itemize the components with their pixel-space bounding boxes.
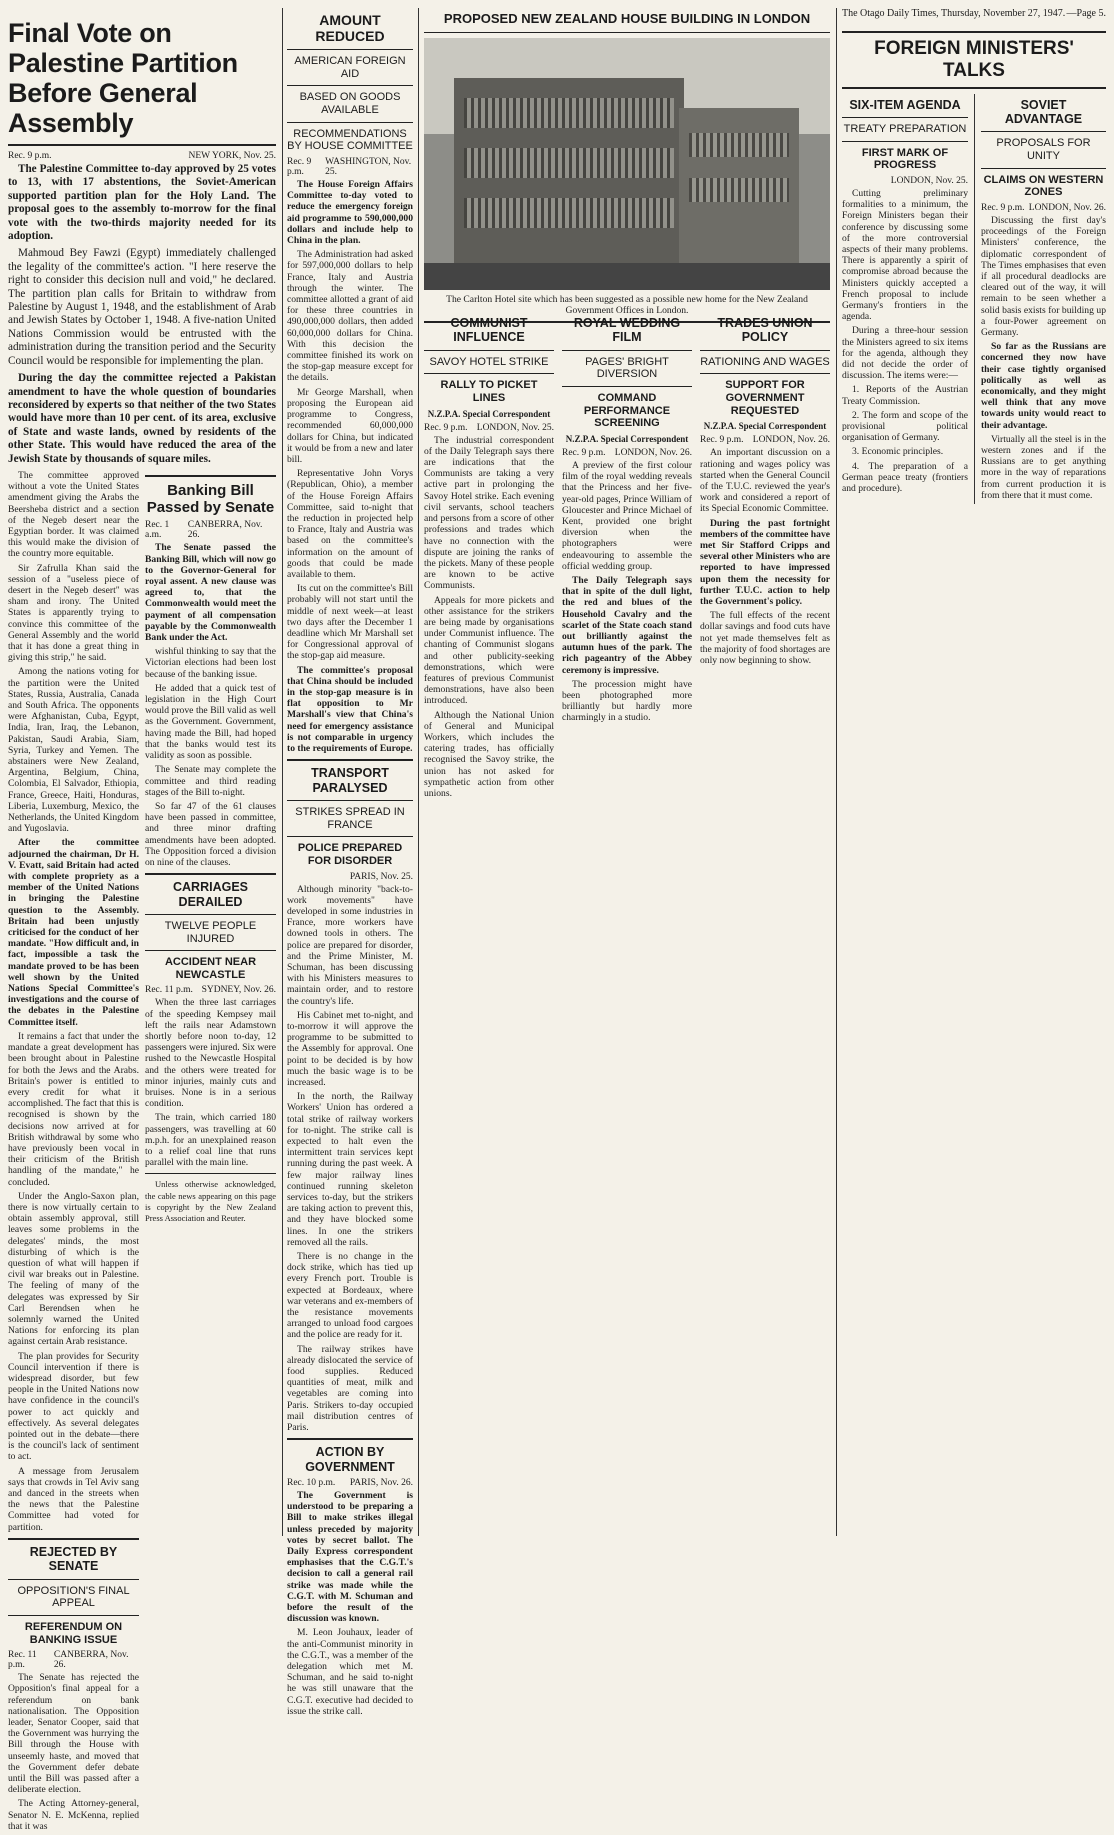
dateline: Rec. 9 p.m. LONDON, Nov. 26. bbox=[562, 447, 692, 458]
masthead bbox=[842, 6, 1106, 23]
paragraph: So far as the Russians are concerned they now have their case tightly organised politically as well as economically, and they might well think that any move towards unity would react to their advantage. bbox=[980, 341, 1106, 431]
paragraph: During the past fortnight members of the committee have met Sir Stafford Cripps and several other Ministers who are reported to have impressed upon them the necessity for further T.U.C. action to help the Government's policy. bbox=[700, 517, 830, 607]
paragraph: The industrial correspondent of the Daily Telegraph says there are indications that the Communists are taking a very active part in prolonging the Savoy Hotel strike. Each evening civil servants, school teachers and persons from a score of other professions and trades which have no connection with the dispute are joining the ranks of the pickets. Many of these people are known to be active Communists. bbox=[424, 434, 554, 592]
lead-paragraph: The Government is understood to be preparing a Bill to make strikes illegal unless preceded by majority votes by secret ballot. The Daily Express correspondent emphasises that the C.G.T.'s decision to call a general rail strike was made while the C.G.T. with M. Schuman and before the result of the discussion was known. bbox=[287, 1490, 413, 1625]
subhead: ACCIDENT NEAR NEWCASTLE bbox=[164, 956, 257, 981]
subhead: RATIONING AND WAGES bbox=[700, 355, 830, 368]
subhead: REFERENDUM ON BANKING ISSUE bbox=[24, 1620, 123, 1646]
subhead: RALLY TO PICKET LINES bbox=[440, 379, 538, 405]
paragraph: During a three-hour session the Ministers agreed to six items for the agenda, although they did not decide the order of discussion. The items were:— bbox=[842, 325, 968, 382]
headline-carriages: CARRIAGES DERAILED bbox=[172, 880, 248, 909]
paragraph: Mr George Marshall, when proposing the European aid programme to Congress, recommended 60,000,000 dollars for China, but indicated it would be from a new and later bill. bbox=[287, 386, 413, 465]
paragraph: The Daily Telegraph says that in spite of the dull light, the red and blues of the Household Cavalry and the scarlet of the State coach stand out brilliantly against the autumn hues of the park. The rich pageantry of the Abbey ceremony is impressive. bbox=[562, 574, 692, 676]
lead-paragraph: The House Foreign Affairs Committee to-day voted to reduce the emergency foreign aid programme to 590,000,000 dollars and include help to China in the plan. bbox=[287, 179, 413, 247]
paragraph: The committee's proposal that China should be included in the stop-gap measure is in flat opposition to Mr Marshall's view that China's need for emergency assistance is not comparable in urgency to the requirements of Europe. bbox=[287, 664, 413, 754]
paragraph: Among the nations voting for the partition were the United States, Russia, Australia, Canada and South Africa. The opponents were Afghanistan, Cuba, Egypt, India, Iran, Iraq, the Lebanon, Pakistan, Saudi Arabia, Siam, Syria, Turkey and Yemen. The abstainers were New Zealand, Argentina, Belgium, China, Colombia, El Salvador, Ethiopia, France, Greece, Haiti, Honduras, Liberia, Luxemburg, Mexico, the Netherlands, the United Kingdom and Yugoslavia. bbox=[8, 666, 139, 835]
paragraph: During the day the committee rejected a Pakistan amendment to have the whole question of boundaries reconsidered by experts so that neither of the two States would have more than 10 per cent. of its area, exclusive of State and waste lands, owned by residents of the other State. This would have reduced the area of the Jewish State by thousands of square miles. bbox=[8, 372, 276, 465]
paragraph: When the three last carriages of the speeding Kempsey mail left the rails near Adamstown shortly before noon to-day, 12 passengers were injured. Six were rushed to the Newcastle Hospital and the others were treated for minor injuries, mainly cuts and bruises. None is in a serious condition. bbox=[145, 997, 276, 1110]
paragraph: The committee approved without a vote the United States amendment giving the Arabs the Beersheba district and a section of the Negeb desert near the Egyptian border. It was claimed this would make the division of the country more equitable. bbox=[8, 469, 139, 560]
paragraph: The plan provides for Security Council intervention if there is widespread disorder, but few people in the United Nations now have confidence in the council's power to act quickly and effectively. As several delegates pointed out in the debate—there is the council's lack of sentiment to act. bbox=[8, 1350, 139, 1463]
paragraph: The Senate has rejected the Opposition's final appeal for a referendum on bank nationalisation. The Opposition leader, Senator Cooper, said that the Government was hurrying the Bill through the House with unseemly haste, and moved that the Government defer debate until the Bill was passed after a deliberate election. bbox=[8, 1672, 139, 1796]
photo-carlton-hotel bbox=[424, 38, 830, 290]
dateline: PARIS, Nov. 25. bbox=[349, 871, 413, 882]
paragraph: A message from Jerusalem says that crowds in Tel Aviv sang and danced in the streets when the news that the Palestine Committee had voted for partition. bbox=[8, 1465, 139, 1533]
photo-block bbox=[424, 8, 830, 328]
dateline: LONDON, Nov. 25. bbox=[890, 175, 968, 186]
paragraph: He added that a quick test of legislation in the High Court would prove the Bill valid as well as the Government. Government, having made the Bill, had hoped that the banks would test its validity as soon as possible. bbox=[145, 682, 276, 762]
headline-transport-paralysed: TRANSPORT PARALYSED bbox=[311, 766, 389, 795]
subcolumn-soviet-advantage bbox=[981, 94, 1106, 504]
subhead: STRIKES SPREAD IN FRANCE bbox=[295, 805, 405, 831]
paragraph: 1. Reports of the Austrian Treaty Commission. bbox=[842, 384, 968, 407]
subhead: PROPOSALS FOR UNITY bbox=[996, 137, 1091, 163]
byline: N.Z.P.A. Special Correspondent bbox=[427, 408, 551, 419]
headline-trades-union-policy: TRADES UNION POLICY bbox=[717, 316, 813, 345]
headline-six-item-agenda: SIX-ITEM AGENDA bbox=[849, 97, 961, 112]
headline-palestine: Final Vote on Palestine Partition Before General Assembly bbox=[8, 18, 238, 138]
paragraph: Under the Anglo-Saxon plan, there is now virtually certain to obtain assembly approval, still leaves some problems in the delegates' minds, the most disturbing of which is the question of what will happen if civil war breaks out in Palestine. The feeling of many of the delegates was expressed by Sir Carl Berendsen when he solemnly warned the United Nations for enforcing its plan against certain Arab resistance. bbox=[8, 1190, 139, 1348]
headline-senate: REJECTED BY SENATE bbox=[29, 1544, 118, 1574]
lead-paragraph: The Senate passed the Banking Bill, which will now go to the Governor-General for royal assent. A new clause was agreed to, that the Commonwealth would meet the payment of all compensation payable by the Commonwealth Bank under the Act. bbox=[145, 542, 276, 644]
subhead: BASED ON GOODS AVAILABLE bbox=[299, 91, 401, 117]
byline: N.Z.P.A. Special Correspondent bbox=[703, 421, 827, 432]
subhead: OPPOSITION'S FINAL APPEAL bbox=[17, 1584, 130, 1610]
headline-foreign-ministers-talks: FOREIGN MINISTERS' TALKS bbox=[874, 38, 1074, 81]
paragraph: 4. The preparation of a German peace treaty (frontiers and procedure). bbox=[842, 460, 968, 495]
dateline: Rec. 10 p.m. PARIS, Nov. 26. bbox=[287, 1478, 413, 1488]
column-foreign-aid bbox=[287, 8, 413, 1717]
paragraph: Cutting preliminary formalities to a minimum, the Foreign Ministers began their conference by discussing some of the more controversial aspects of their many problems. There is apparently a spirit of compromise abroad because the Ministers quickly accepted a French proposal to include Germany's frontiers in the agenda. bbox=[842, 187, 968, 323]
column-communist-influence bbox=[424, 312, 554, 1536]
dateline: Rec. 9 p.m. NEW YORK, Nov. 25. bbox=[8, 151, 276, 161]
dateline: Rec. 9 p.m. LONDON, Nov. 25. bbox=[424, 422, 554, 433]
paragraph: An important discussion on a rationing and wages policy was started when the General Council of the T.U.C. reviewed the year's work and considered a report of its Special Economic Committee. bbox=[700, 447, 830, 515]
dateline: Rec. 11 p.m. SYDNEY, Nov. 26. bbox=[145, 985, 276, 996]
paragraph: Virtually all the steel is in the western zones and if the Russians are to get anything more in the way of reparations from current production it is from there that it must come. bbox=[980, 433, 1106, 501]
column-trades-union bbox=[700, 312, 830, 1536]
headline-action-by-government: ACTION BY GOVERNMENT bbox=[305, 1445, 395, 1474]
headline-amount-reduced: AMOUNT REDUCED bbox=[315, 12, 385, 45]
paragraph: After the committee adjourned the chairman, Dr H. V. Evatt, said Britain had acted with complete propriety as a member of the United Nations in bringing the Palestine question to the Assembly. Britain had been unjustly criticised for the conduct of her mandate. "How difficult and, in fact, impossible a task the mandate proved to be has been well shown by the United Nations Special Committee's investigations and the course of the debates in the Palestine Committee itself. bbox=[8, 837, 139, 1028]
paragraph: A preview of the first colour film of the royal wedding reveals that the Princess and her five-year-old pages, Prince William of Gloucester and Prince Michael of Kent, provided one bright diversion when the photographers were endeavouring to assemble the official wedding group. bbox=[562, 459, 692, 572]
paragraph: M. Leon Jouhaux, leader of the anti-Communist minority in the C.G.T., was a member of the delegation which met M. Schuman, and he said to-night he was still unaware that the C.G.T. executive had decided to issue the strike call. bbox=[287, 1627, 413, 1717]
headline-banking: Banking Bill Passed by Senate bbox=[146, 481, 275, 517]
column-royal-wedding bbox=[562, 312, 692, 1536]
paragraph: The Administration had asked for 597,000,000 dollars to help France, Italy and Austria through the winter. The committee allotted a grant of aid for these three countries in 490,000,000 dollars, then added 60,000,000 dollars for China. With this decision the committee finished its work on the stop-gap measure except for the details. bbox=[287, 249, 413, 384]
dateline: Rec. 11 p.m. CANBERRA, Nov. 26. bbox=[8, 1650, 129, 1671]
subhead: RECOMMENDATIONS BY HOUSE COMMITTEE bbox=[287, 127, 413, 153]
paragraph: Although the National Union of General and Municipal Workers, which includes the catering trades, has officially recognised the Savoy strike, the union has not asked for sympathetic action from other unions. bbox=[424, 709, 554, 799]
paragraph: Representative John Vorys (Republican, Ohio), a member of the House Foreign Affairs Committee, said to-night that the reduction in projected help to France, Italy and Austria was based on the committee's information on the amount of goods that could be made available to them. bbox=[287, 468, 413, 580]
subcolumn-six-item-agenda bbox=[842, 94, 968, 504]
paragraph: The Senate may complete the committee and third reading stages of the Bill to-night. bbox=[145, 764, 276, 798]
column-palestine bbox=[8, 8, 276, 1832]
paragraph: His Cabinet met to-night, and to-morrow it will approve the programme to be submitted to the Assembly for approval. One point to be decided is by how much the basic wage is to be increased. bbox=[287, 1009, 413, 1088]
subhead: AMERICAN FOREIGN AID bbox=[294, 55, 406, 80]
headline-royal-wedding-film: ROYAL WEDDING FILM bbox=[573, 316, 681, 345]
headline-communist-influence: COMMUNIST INFLUENCE bbox=[450, 316, 528, 345]
subhead: POLICE PREPARED FOR DISORDER bbox=[297, 842, 403, 867]
photo-caption: The Carlton Hotel site which has been suggested as a possible new home for the New Zealand Government Offices in London. bbox=[446, 293, 808, 316]
dateline: Rec. 9 p.m. WASHINGTON, Nov. 25. bbox=[287, 157, 412, 178]
paragraph: The full effects of the recent dollar savings and food cuts have not yet made themselves felt as the majority of food shortages are only now beginning to show. bbox=[700, 610, 830, 666]
dateline: Rec. 9 p.m. LONDON, Nov. 26. bbox=[980, 203, 1106, 213]
paragraph: 2. The form and scope of the provisional political organisation of Germany. bbox=[842, 409, 968, 444]
headline-photo: PROPOSED NEW ZEALAND HOUSE BUILDING IN LONDON bbox=[443, 11, 811, 26]
subhead: CLAIMS ON WESTERN ZONES bbox=[983, 173, 1104, 199]
copyright-footnote: Unless otherwise acknowledged, the cable news appearing on this page is copyright by the New Zealand Press Association and Reuter. bbox=[145, 1179, 276, 1224]
subhead: TREATY PREPARATION bbox=[843, 123, 967, 136]
paragraph: The Acting Attorney-general, Senator N. E. McKenna, replied that it was bbox=[8, 1798, 139, 1832]
paragraph: The procession might have been photographed more brilliantly but hardly more charmingly in a studio. bbox=[562, 678, 692, 724]
paragraph: Mahmoud Bey Fawzi (Egypt) immediately challenged the legality of the committee's action. "I here reserve the right to consider this decision null and void," he declared. The partition plan calls for Britain to withdraw from Palestine by August 1, 1948, and the establishment of Arab and Jewish States by October 1, 1948. A five-nation United Nations Commission would be entrusted with the administration during the transition period and the Security Council would be responsible for implementing the plan. bbox=[8, 247, 276, 367]
paragraph: The railway strikes have already dislocated the service of food supplies. Reduced quantities of meat, milk and vegetables are coming into Paris. Strikers to-day occupied mail distribution centres of Paris. bbox=[287, 1343, 413, 1434]
subhead: SUPPORT FOR GOVERNMENT REQUESTED bbox=[725, 379, 805, 417]
subhead: FIRST MARK OF PROGRESS bbox=[861, 146, 949, 172]
paragraph: The train, which carried 180 passengers, was travelling at 60 m.p.h. for an unexplained reason to a relief coal line that runs parallel with the main line. bbox=[145, 1112, 276, 1169]
byline: N.Z.P.A. Special Correspondent bbox=[565, 433, 689, 444]
subhead: TWELVE PEOPLE INJURED bbox=[164, 919, 257, 945]
masthead-paper: The Otago Daily Times, Thursday, November 27, 1947. bbox=[842, 8, 1066, 19]
paragraph: Appeals for more pickets and other assistance for the strikers are being made by organisations under Communist influence. The chanting of Communist slogans and other publicity-seeking demonstrations, which were features of previous Communist demonstrations, have also been introduced. bbox=[424, 594, 554, 707]
column-foreign-ministers bbox=[842, 26, 1106, 1536]
paragraph: Its cut on the committee's Bill probably will not start until the middle of next week—at least two days after the December 1 deadline which Mr Marshall set for Congressional approval of the stop-gap aid measure. bbox=[287, 583, 413, 662]
paragraph: 3. Economic principles. bbox=[852, 446, 944, 458]
paragraph: So far 47 of the 61 clauses have been passed in committee, and three minor drafting amendments have been adopted. The Opposition forced a division on nine of the clauses. bbox=[145, 800, 276, 868]
paragraph: There is no change in the dock strike, which has tied up every French port. Trouble is expected at Bordeaux, where war veterans and ex-members of the resistance movements arranged to unload food cargoes and the police are ready for it. bbox=[287, 1251, 413, 1341]
subhead: SAVOY HOTEL STRIKE bbox=[429, 355, 549, 368]
paragraph: It remains a fact that under the mandate a great development has been brought about in Palestine for both the Jews and the Arabs. Britain's power is entitled to every credit for what it accomplished. The fact that this is recognised is shown by the decisions now arrived at for British withdrawal by some who have previously been vocal in their criticism of the British handling of the mandate," he concluded. bbox=[8, 1030, 139, 1188]
dateline: Rec. 9 p.m. LONDON, Nov. 26. bbox=[700, 435, 830, 446]
paragraph: wishful thinking to say that the Victorian elections had been lost because of the banking issue. bbox=[145, 646, 276, 680]
subhead: COMMAND PERFORMANCE SCREENING bbox=[583, 392, 671, 430]
headline-soviet-advantage: SOVIET ADVANTAGE bbox=[1004, 97, 1083, 127]
paragraph: Discussing the first day's proceedings of the Foreign Ministers' conference, the diplomatic correspondent of The Times emphasises that even if all procedural deadlocks are cleared out of the way, it will remain to be seen whether a solid basis exists for building up a four-Power agreement on Germany. bbox=[980, 215, 1106, 339]
subhead: PAGES' BRIGHT DIVERSION bbox=[585, 355, 669, 381]
masthead-page: —Page 5. bbox=[1066, 8, 1106, 19]
lead-paragraph: The Palestine Committee to-day approved by 25 votes to 13, with 17 abstentions, the Soviet-American supported partition plan for the Holy Land. The proposal goes to the assembly to-morrow for the final vote with the two-thirds majority needed for its adoption. bbox=[8, 163, 276, 243]
paragraph: Sir Zafrulla Khan said the session of a "useless piece of desert in the Negeb desert" was sham and irony. The United States is apparently trying to convince this committee of the General Assembly and the world that it has done a great thing in giving this strip," he said. bbox=[8, 562, 139, 664]
paragraph: In the north, the Railway Workers' Union has ordered a total strike of railway workers for to-night. The strike call is expected to halt even the intermittent train services kept running during the past week. A few major railway lines continued running skeleton services to-day, but the strikers are taking action to prevent this, and they have blocked some lines. In one the strikers removed all the rails. bbox=[287, 1091, 413, 1248]
dateline: Rec. 1 a.m. CANBERRA, Nov. 26. bbox=[145, 520, 263, 541]
paragraph: Although minority "back-to-work movements" have developed in some industries in France, more workers have downed tools in others. The police are prepared for disorder, and the Prime Minister, M. Schuman, has been discussing with his Ministers measures to maintain order, and to restore the country's life. bbox=[287, 883, 413, 1007]
